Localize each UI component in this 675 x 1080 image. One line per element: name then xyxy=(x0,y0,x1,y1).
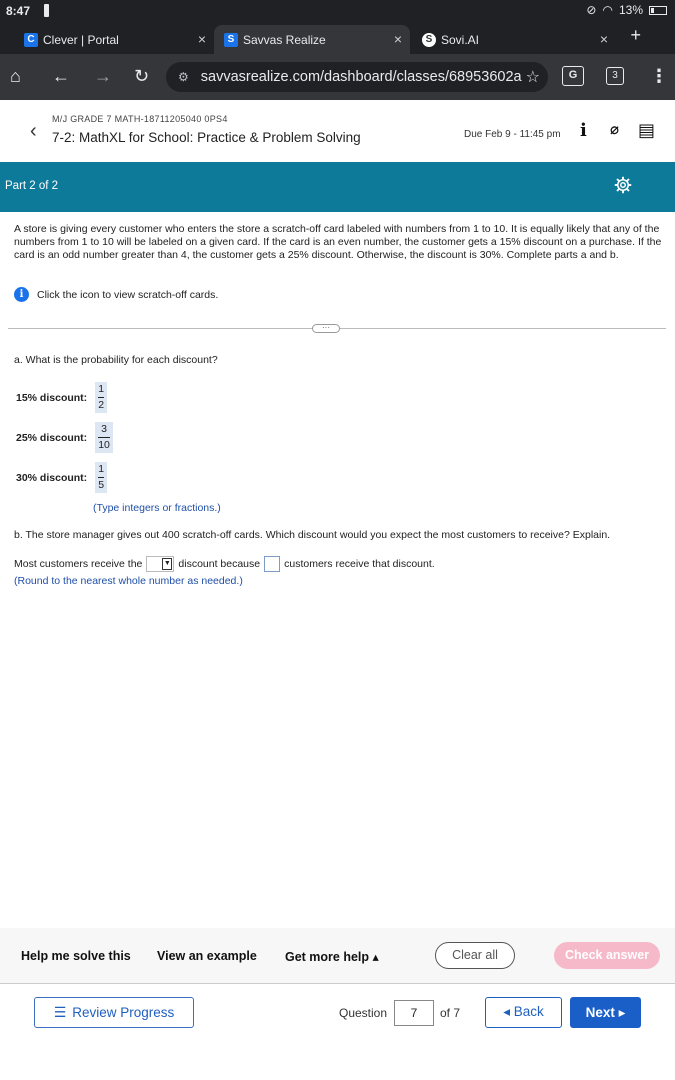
question-label: Question xyxy=(339,1006,388,1020)
customers-input[interactable] xyxy=(264,556,280,572)
tab-clever[interactable] xyxy=(14,25,214,54)
list-icon: ☰ xyxy=(53,1004,67,1020)
question-total: of 7 xyxy=(440,1006,461,1020)
numerator: 1 xyxy=(98,383,105,395)
part-b-question: b. The store manager gives out 400 scratch-off cards. Which discount would you expect the most customers to receive? Explain. xyxy=(14,529,611,541)
answer-fraction[interactable] xyxy=(95,422,113,453)
get-more-help-button[interactable]: Get more help ▴ xyxy=(285,950,379,964)
discount-label: 15% discount: xyxy=(16,391,88,404)
menu-kebab-icon[interactable]: ⋮ xyxy=(650,66,668,86)
notification-icon xyxy=(44,4,49,17)
denominator: 5 xyxy=(98,479,105,491)
discount-label: 30% discount: xyxy=(16,471,88,484)
info-text: Click the icon to view scratch-off cards. xyxy=(37,288,219,301)
part-b-answer-line xyxy=(14,556,435,572)
answer-prefix: Most customers receive the xyxy=(14,558,143,570)
discount-row-30 xyxy=(16,462,107,493)
back-button[interactable]: ◂ Back xyxy=(485,997,562,1028)
help-bar xyxy=(0,928,675,984)
dropdown-arrow-icon[interactable]: ▼ xyxy=(162,558,172,570)
answer-fraction[interactable] xyxy=(95,382,107,413)
part-a-hint: (Type integers or fractions.) xyxy=(93,502,221,514)
clever-favicon-icon: C xyxy=(24,33,38,47)
close-tab-icon[interactable]: × xyxy=(599,31,608,47)
dnd-icon: ⊘ xyxy=(586,3,597,17)
info-circle-icon[interactable]: i xyxy=(14,287,29,302)
part-b-hint: (Round to the nearest whole number as needed.) xyxy=(14,575,243,587)
scratch-cards-link[interactable] xyxy=(14,287,218,302)
assignment-header xyxy=(0,100,675,162)
savvas-favicon-icon: S xyxy=(224,33,238,47)
url-text: savvasrealize.com/dashboard/classes/68953602a xyxy=(200,69,522,85)
clear-all-button[interactable]: Clear all xyxy=(435,942,515,969)
gesture-bar xyxy=(0,1044,675,1080)
wifi-icon: ◠ xyxy=(602,3,613,17)
numerator: 1 xyxy=(98,463,105,475)
answer-fraction[interactable] xyxy=(95,462,107,493)
status-bar xyxy=(0,0,675,22)
reload-icon[interactable]: ↻ xyxy=(134,66,150,86)
answer-middle: discount because xyxy=(178,558,261,570)
view-example-button[interactable]: View an example xyxy=(157,949,257,963)
denominator: 10 xyxy=(98,439,110,451)
forward-arrow-icon[interactable]: → xyxy=(94,66,112,86)
divider-handle[interactable]: ··· xyxy=(312,324,340,333)
paperclip-icon[interactable]: ⌀ xyxy=(610,121,620,138)
gear-icon[interactable] xyxy=(614,176,632,194)
part-a-question: a. What is the probability for each discount? xyxy=(14,354,218,366)
part-label: Part 2 of 2 xyxy=(5,180,59,192)
due-date: Due Feb 9 - 11:45 pm xyxy=(464,129,561,140)
tab-count-icon[interactable]: 3 xyxy=(606,67,624,85)
denominator: 2 xyxy=(98,399,105,411)
close-tab-icon[interactable]: × xyxy=(393,31,402,47)
translate-icon[interactable]: G xyxy=(562,66,584,86)
review-progress-button[interactable] xyxy=(34,997,194,1028)
numerator: 3 xyxy=(101,423,107,435)
clock: 8:47 xyxy=(6,4,31,18)
battery-icon xyxy=(649,6,667,15)
info-icon[interactable]: i xyxy=(580,120,587,141)
home-icon[interactable]: ⌂ xyxy=(10,66,21,86)
answer-suffix: customers receive that discount. xyxy=(284,558,435,570)
course-code: M/J GRADE 7 MATH-18711205040 0PS4 xyxy=(52,114,228,124)
next-button[interactable]: Next ▸ xyxy=(570,997,641,1028)
bookmark-star-icon[interactable]: ☆ xyxy=(525,69,540,86)
address-bar[interactable] xyxy=(166,62,548,92)
tab-title: Savvas Realize xyxy=(243,32,326,47)
check-answer-button[interactable]: Check answer xyxy=(554,942,660,969)
problem-statement: A store is giving every customer who enters the store a scratch-off card labeled with numbers from 1 to 10. It is equally likely that any of the numbers from 1 to 10 will be labeled on a given card. If the card is an even number, the customer gets a 15% discount on a purchase. If the card is an odd number greater than 4, the customer gets a 25% discount. Otherwise, the discount is 30%. Complete parts a and b. xyxy=(14,223,662,261)
discount-dropdown[interactable] xyxy=(146,556,174,572)
comment-icon[interactable]: ▤ xyxy=(638,120,656,140)
battery-percent: 13% xyxy=(618,3,643,17)
back-arrow-icon[interactable]: ← xyxy=(52,66,70,86)
question-number-input[interactable]: 7 xyxy=(394,1000,434,1026)
review-label: Review Progress xyxy=(72,1005,175,1020)
question-nav xyxy=(0,984,675,1044)
sovi-favicon-icon: S xyxy=(422,33,436,47)
discount-row-25 xyxy=(16,422,113,453)
tab-title: Sovi.AI xyxy=(441,32,480,47)
tab-title: Clever | Portal xyxy=(43,32,119,47)
tab-strip xyxy=(0,22,675,54)
chevron-left-icon[interactable]: ‹ xyxy=(30,120,37,142)
help-me-solve-button[interactable]: Help me solve this xyxy=(21,949,131,963)
browser-toolbar xyxy=(0,54,675,100)
part-banner xyxy=(0,162,675,212)
site-settings-icon[interactable]: ⚙ xyxy=(178,70,189,84)
discount-row-15 xyxy=(16,382,107,413)
discount-label: 25% discount: xyxy=(16,431,88,444)
tab-savvas[interactable] xyxy=(214,25,410,54)
close-tab-icon[interactable]: × xyxy=(197,31,206,47)
new-tab-icon[interactable]: + xyxy=(630,25,641,45)
tab-sovi[interactable] xyxy=(412,25,616,54)
assignment-title: 7-2: MathXL for School: Practice & Problem Solving xyxy=(52,130,361,145)
